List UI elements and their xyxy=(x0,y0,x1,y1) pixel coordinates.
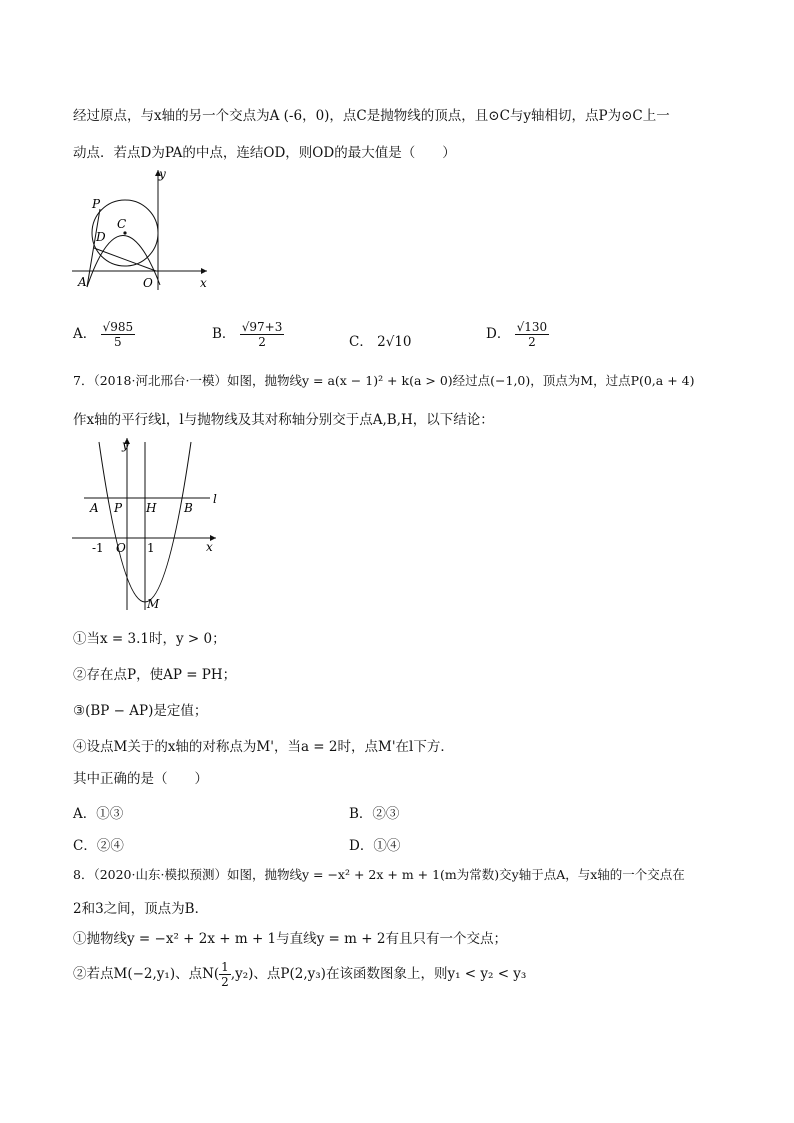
q8-half-num: 1 xyxy=(221,960,229,974)
q6-label-x: x xyxy=(200,276,207,290)
q6-label-c: C xyxy=(117,217,127,231)
q7-option-b: B．②③ xyxy=(349,806,400,822)
q7-option-c: C．②④ xyxy=(73,838,124,854)
q6-line-2: 动点．若点D为PA的中点，连结OD，则OD的最大值是（ ） xyxy=(73,145,456,161)
q7-line-1: 7．（2018·河北邢台·一模）如图，抛物线y = a(x − 1)² + k(a > 0)经过点(−1,0)，顶点为M，过点P(0,a + 4) xyxy=(73,373,695,388)
q6-option-d-num: √130 xyxy=(516,320,548,334)
q6-option-a-num: √985 xyxy=(102,320,134,334)
q6-option-b-label: B． xyxy=(212,326,236,342)
q7-label-one: 1 xyxy=(147,541,155,555)
q6-point-c xyxy=(123,231,126,234)
q6-label-a: A xyxy=(78,275,87,289)
q6-option-d-label: D． xyxy=(486,326,511,342)
q6-option-a xyxy=(73,320,135,349)
q6-label-y: y xyxy=(159,167,166,181)
q6-option-b xyxy=(212,320,284,349)
q7-label-p: P xyxy=(114,501,123,515)
q6-option-b-den: 2 xyxy=(258,335,266,349)
q7-label-y: y xyxy=(122,438,129,452)
q6-option-c-value: 2√10 xyxy=(377,334,412,350)
q6-option-d-fraction xyxy=(515,320,550,349)
q8-half-den: 2 xyxy=(221,975,229,989)
q7-conclusion-3: ③(BP − AP)是定值； xyxy=(73,703,208,719)
q6-segment-od xyxy=(94,248,156,271)
q7-option-a: A．①③ xyxy=(73,806,124,822)
q7-conclusion-2: ②存在点P，使AP = PH； xyxy=(73,667,237,683)
q6-label-d: D xyxy=(96,230,106,244)
q8-conclusion-2-part-a: ②若点M(−2,y₁)、点N( xyxy=(73,966,220,982)
q8-half-fraction xyxy=(219,960,231,989)
q6-x-arrow xyxy=(201,268,207,274)
q7-figure xyxy=(70,432,225,612)
q6-segment-pa xyxy=(87,209,100,287)
q7-label-o: O xyxy=(116,541,126,555)
q6-label-p: P xyxy=(92,197,101,211)
q6-label-o: O xyxy=(143,276,153,290)
q7-conclusion-1: ①当x = 3.1时，y > 0； xyxy=(73,631,226,647)
q6-option-d xyxy=(486,320,549,349)
q7-label-l: l xyxy=(213,492,217,506)
q6-option-a-fraction xyxy=(101,320,136,349)
q7-label-a: A xyxy=(90,501,99,515)
q6-option-a-label: A． xyxy=(73,326,97,342)
q6-option-d-den: 2 xyxy=(528,335,536,349)
q7-label-x: x xyxy=(206,540,213,554)
q7-line-2: 作x轴的平行线l，l与抛物线及其对称轴分别交于点A,B,H，以下结论： xyxy=(73,412,494,428)
q7-conclusion-4: ④设点M关于的x轴的对称点为M'，当a = 2时，点M'在l下方． xyxy=(73,739,454,755)
q7-label-m: M xyxy=(147,597,160,611)
q7-question: 其中正确的是（ ） xyxy=(73,771,208,787)
q6-line-1: 经过原点，与x轴的另一个交点为A (-6，0)，点C是抛物线的顶点，且⊙C与y轴相切，点P为⊙C上一 xyxy=(73,108,670,124)
q8-conclusion-2-part-b: ,y₂)、点P(2,y₃)在该函数图象上，则y₁ < y₂ < y₃ xyxy=(230,966,527,982)
q6-option-b-num: √97+3 xyxy=(241,320,283,334)
q8-line-2: 2和3之间，顶点为B． xyxy=(73,901,209,917)
q7-label-b: B xyxy=(184,501,193,515)
q8-conclusion-2 xyxy=(73,960,526,989)
q8-conclusion-1: ①抛物线y = −x² + 2x + m + 1与直线y = m + 2有且只有一个交点； xyxy=(73,931,507,947)
q7-label-neg1: -1 xyxy=(92,541,104,555)
q6-option-c xyxy=(349,330,412,350)
q7-option-d: D．①④ xyxy=(349,838,401,854)
q8-line-1: 8．（2020·山东·模拟预测）如图，抛物线y = −x² + 2x + m + 1(m为常数)交y轴于点A，与x轴的一个交点在 xyxy=(73,867,685,882)
q6-option-a-den: 5 xyxy=(114,335,122,349)
q6-option-b-fraction xyxy=(240,320,285,349)
q7-label-h: H xyxy=(146,501,157,515)
q6-figure xyxy=(70,165,215,295)
q6-option-c-label: C． xyxy=(349,334,373,350)
